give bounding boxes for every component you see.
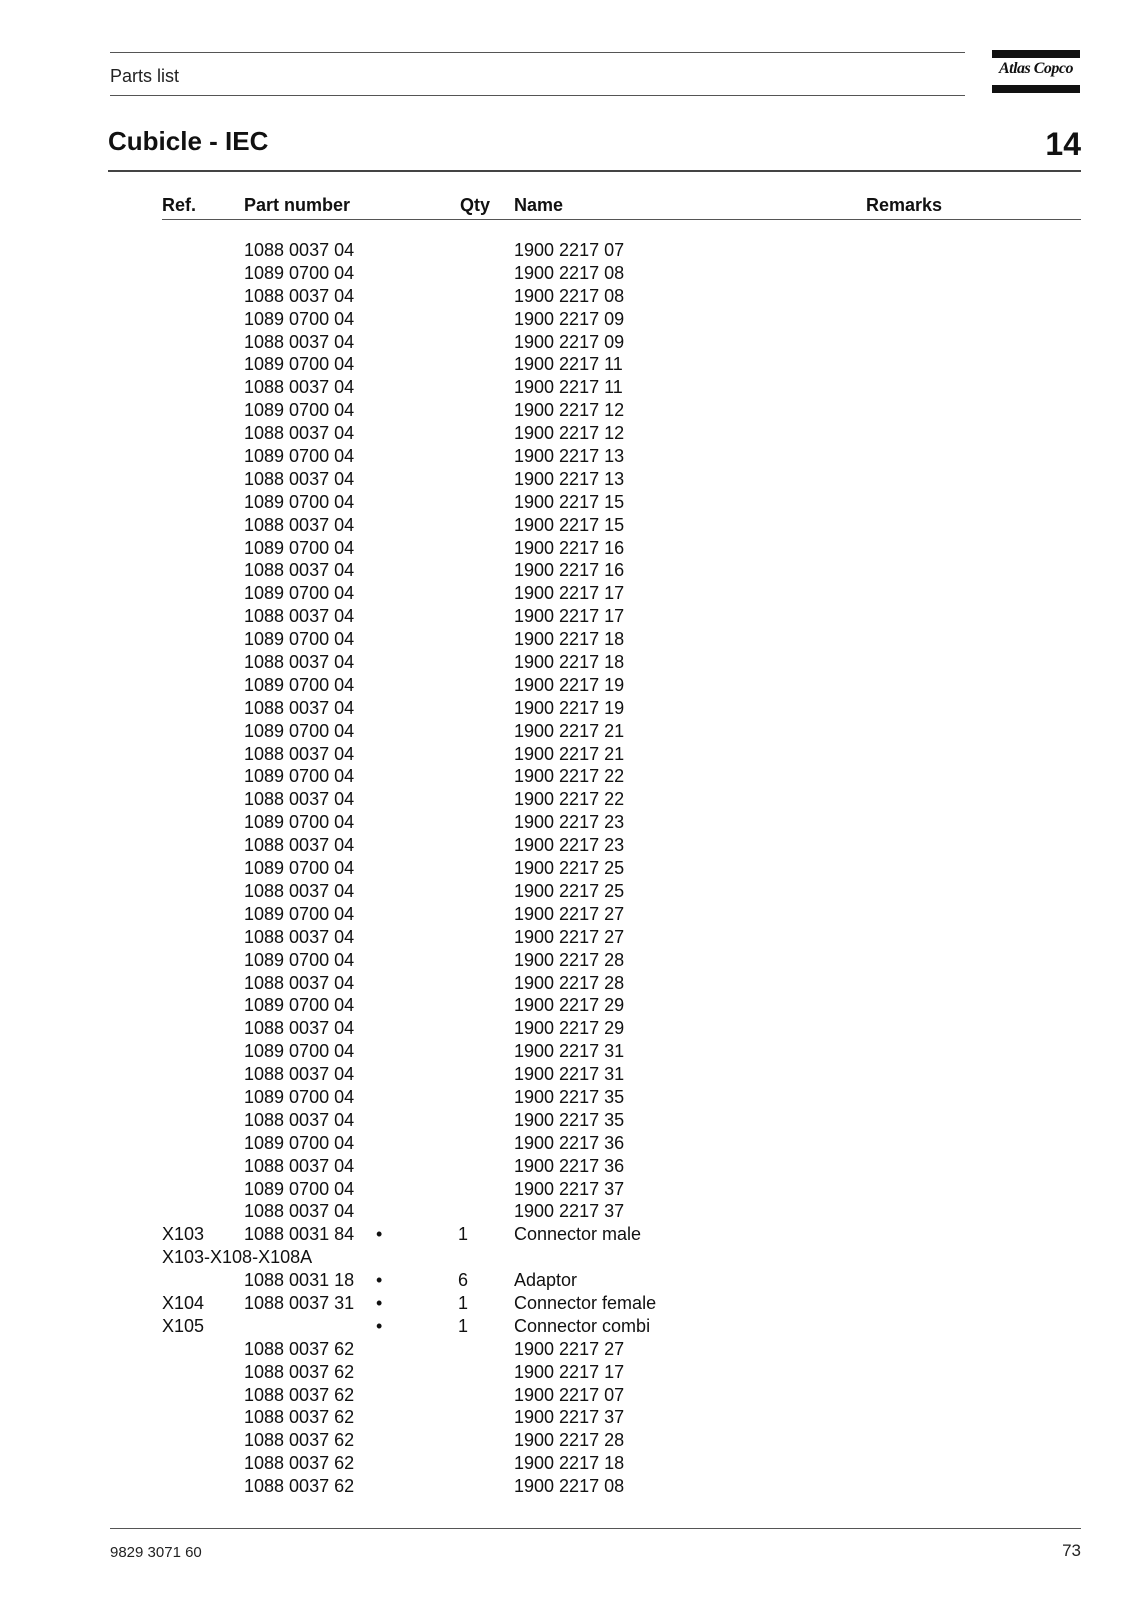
table-row: [0, 674, 1131, 697]
name-cell: 1900 2217 37: [514, 1178, 625, 1199]
part-number-cell: 1089 0700 04: [244, 308, 355, 329]
table-row: [0, 376, 1131, 399]
table-row: [0, 331, 1131, 354]
table-header-rule: [162, 219, 1081, 220]
table-row: [0, 1475, 1131, 1498]
name-cell: 1900 2217 29: [514, 995, 625, 1016]
column-header-name: Name: [514, 195, 564, 215]
name-cell: 1900 2217 17: [514, 1361, 625, 1382]
part-number-cell: 1089 0700 04: [244, 766, 355, 787]
name-cell: Adaptor: [514, 1270, 578, 1291]
part-number-cell: 1088 0037 04: [244, 697, 355, 718]
table-row: [0, 994, 1131, 1017]
part-number-cell: 1089 0700 04: [244, 1041, 355, 1062]
name-cell: 1900 2217 37: [514, 1201, 625, 1222]
name-cell: 1900 2217 37: [514, 1407, 625, 1428]
logo-top-bar: [992, 50, 1080, 58]
table-row: [0, 1109, 1131, 1132]
part-number-cell: 1089 0700 04: [244, 1178, 355, 1199]
table-row: [0, 926, 1131, 949]
table-row: [0, 788, 1131, 811]
table-row: [0, 1200, 1131, 1223]
part-number-cell: 1088 0031 18: [244, 1270, 355, 1291]
section-number: 14: [1045, 126, 1081, 162]
name-cell: 1900 2217 11: [514, 377, 623, 398]
name-cell: Connector female: [514, 1292, 657, 1313]
name-cell: 1900 2217 08: [514, 285, 625, 306]
ref-cell: X104: [162, 1292, 205, 1313]
qty-cell: 6: [458, 1270, 469, 1291]
table-row: [0, 857, 1131, 880]
table-row: [0, 582, 1131, 605]
table-row: [0, 605, 1131, 628]
logo-text: Atlas Copco: [998, 60, 1074, 77]
part-number-cell: 1088 0037 04: [244, 1109, 355, 1130]
bullet-marker: •: [376, 1292, 383, 1313]
name-cell: 1900 2217 35: [514, 1109, 625, 1130]
logo-bottom-bar: [992, 85, 1080, 93]
name-cell: 1900 2217 22: [514, 789, 625, 810]
part-number-cell: 1088 0037 04: [244, 1064, 355, 1085]
part-number-cell: 1089 0700 04: [244, 674, 355, 695]
table-row: [0, 1429, 1131, 1452]
name-cell: 1900 2217 15: [514, 514, 625, 535]
document-number: 9829 3071 60: [110, 1544, 202, 1561]
qty-cell: 1: [458, 1315, 469, 1336]
part-number-cell: 1089 0700 04: [244, 629, 355, 650]
part-number-cell: 1089 0700 04: [244, 400, 355, 421]
name-cell: 1900 2217 11: [514, 354, 623, 375]
table-row: [0, 1040, 1131, 1063]
part-number-cell: 1088 0037 62: [244, 1384, 355, 1405]
header-top-rule: [110, 52, 965, 53]
table-row: [0, 903, 1131, 926]
name-cell: 1900 2217 29: [514, 1018, 625, 1039]
name-cell: 1900 2217 36: [514, 1155, 625, 1176]
name-cell: 1900 2217 12: [514, 423, 625, 444]
table-row: [0, 765, 1131, 788]
part-number-cell: 1088 0037 04: [244, 606, 355, 627]
table-row: [0, 285, 1131, 308]
name-cell: 1900 2217 07: [514, 240, 625, 260]
part-number-cell: 1088 0037 04: [244, 514, 355, 535]
part-number-cell: 1088 0037 31: [244, 1292, 355, 1313]
qty-cell: 1: [458, 1292, 469, 1313]
table-row: [0, 445, 1131, 468]
name-cell: 1900 2217 19: [514, 674, 625, 695]
table-row: [0, 308, 1131, 331]
table-row: [0, 1246, 1131, 1269]
part-number-cell: 1088 0037 62: [244, 1361, 355, 1382]
part-number-cell: 1089 0700 04: [244, 354, 355, 375]
table-row: [0, 1086, 1131, 1109]
name-cell: 1900 2217 07: [514, 1384, 625, 1405]
part-number-cell: 1088 0037 62: [244, 1338, 355, 1359]
part-number-cell: 1088 0037 04: [244, 423, 355, 444]
part-number-cell: 1089 0700 04: [244, 1132, 355, 1153]
part-number-cell: 1088 0037 04: [244, 789, 355, 810]
part-number-cell: 1088 0037 62: [244, 1453, 355, 1474]
name-cell: Connector combi: [514, 1315, 651, 1336]
part-number-cell: 1088 0037 04: [244, 926, 355, 947]
name-cell: 1900 2217 27: [514, 1338, 625, 1359]
part-number-cell: 1088 0037 04: [244, 1018, 355, 1039]
name-cell: 1900 2217 09: [514, 308, 625, 329]
column-header-qty: Qty: [460, 195, 491, 215]
table-row: [0, 743, 1131, 766]
part-number-cell: 1089 0700 04: [244, 446, 355, 467]
part-number-cell: 1089 0700 04: [244, 949, 355, 970]
header-bottom-rule: [110, 95, 965, 96]
table-row: [0, 1269, 1131, 1292]
name-cell: 1900 2217 23: [514, 835, 625, 856]
table-row: [0, 537, 1131, 560]
table-row: [0, 262, 1131, 285]
name-cell: 1900 2217 21: [514, 720, 625, 741]
qty-cell: 1: [458, 1224, 469, 1245]
ref-cell: X103: [162, 1224, 205, 1245]
atlas-copco-logo: [992, 50, 1080, 93]
name-cell: 1900 2217 13: [514, 468, 625, 489]
part-number-cell: 1088 0037 04: [244, 285, 355, 306]
name-cell: 1900 2217 09: [514, 331, 625, 352]
part-number-cell: 1088 0037 62: [244, 1407, 355, 1428]
part-number-cell: 1088 0037 04: [244, 652, 355, 673]
table-row: [0, 1338, 1131, 1361]
part-number-cell: 1089 0700 04: [244, 812, 355, 833]
name-cell: 1900 2217 27: [514, 926, 625, 947]
table-row: [0, 972, 1131, 995]
name-cell: 1900 2217 08: [514, 262, 625, 283]
table-row: [0, 1017, 1131, 1040]
name-cell: 1900 2217 21: [514, 743, 625, 764]
part-number-cell: 1088 0031 84: [244, 1224, 355, 1245]
table-row: [0, 880, 1131, 903]
name-cell: 1900 2217 12: [514, 400, 625, 421]
name-cell: 1900 2217 16: [514, 560, 625, 581]
name-cell: 1900 2217 25: [514, 858, 625, 879]
part-number-cell: 1089 0700 04: [244, 995, 355, 1016]
name-cell: 1900 2217 28: [514, 949, 625, 970]
part-number-cell: 1089 0700 04: [244, 903, 355, 924]
name-cell: 1900 2217 35: [514, 1086, 625, 1107]
table-row: [0, 1452, 1131, 1475]
parts-table-body: [0, 239, 1131, 1498]
table-row: [0, 1315, 1131, 1338]
bullet-marker: •: [376, 1315, 383, 1336]
bullet-marker: •: [376, 1224, 383, 1245]
table-row: [0, 1406, 1131, 1429]
page-number: 73: [1062, 1541, 1081, 1560]
part-number-cell: 1089 0700 04: [244, 537, 355, 558]
table-row: [0, 514, 1131, 537]
part-number-cell: 1088 0037 04: [244, 1201, 355, 1222]
name-cell: 1900 2217 08: [514, 1476, 625, 1497]
table-row: [0, 468, 1131, 491]
table-row: [0, 1223, 1131, 1246]
table-row: [0, 1178, 1131, 1201]
part-number-cell: 1088 0037 04: [244, 560, 355, 581]
footer-rule: [110, 1528, 1081, 1529]
name-cell: 1900 2217 16: [514, 537, 625, 558]
name-cell: 1900 2217 17: [514, 606, 625, 627]
table-row: [0, 1155, 1131, 1178]
part-number-cell: 1089 0700 04: [244, 1086, 355, 1107]
name-cell: 1900 2217 23: [514, 812, 625, 833]
part-number-cell: 1088 0037 04: [244, 835, 355, 856]
table-row: [0, 1132, 1131, 1155]
part-number-cell: 1088 0037 04: [244, 331, 355, 352]
part-number-cell: 1088 0037 04: [244, 880, 355, 901]
name-cell: 1900 2217 13: [514, 446, 625, 467]
part-number-cell: 1088 0037 04: [244, 1155, 355, 1176]
ref-cell: X103-X108-X108A: [162, 1247, 313, 1268]
name-cell: 1900 2217 18: [514, 629, 625, 650]
name-cell: 1900 2217 27: [514, 903, 625, 924]
table-row: [0, 491, 1131, 514]
name-cell: 1900 2217 31: [514, 1064, 625, 1085]
table-row: [0, 1292, 1131, 1315]
title-rule: [108, 170, 1081, 172]
column-header-ref: Ref.: [162, 195, 197, 215]
table-row: [0, 422, 1131, 445]
table-row: [0, 1384, 1131, 1407]
table-row: [0, 720, 1131, 743]
table-row: [0, 811, 1131, 834]
part-number-cell: 1089 0700 04: [244, 720, 355, 741]
part-number-cell: 1088 0037 62: [244, 1430, 355, 1451]
part-number-cell: 1088 0037 04: [244, 468, 355, 489]
part-number-cell: 1089 0700 04: [244, 262, 355, 283]
part-number-cell: 1089 0700 04: [244, 858, 355, 879]
table-row: [0, 399, 1131, 422]
name-cell: 1900 2217 19: [514, 697, 625, 718]
part-number-cell: 1088 0037 04: [244, 377, 355, 398]
name-cell: 1900 2217 18: [514, 1453, 625, 1474]
ref-cell: X105: [162, 1315, 205, 1336]
name-cell: 1900 2217 15: [514, 491, 625, 512]
table-row: [0, 1361, 1131, 1384]
part-number-cell: 1088 0037 04: [244, 972, 355, 993]
name-cell: 1900 2217 36: [514, 1132, 625, 1153]
column-header-remarks: Remarks: [866, 195, 943, 215]
column-header-part-number: Part number: [244, 195, 351, 215]
table-row: [0, 239, 1131, 262]
name-cell: 1900 2217 17: [514, 583, 625, 604]
table-row: [0, 1063, 1131, 1086]
table-row: [0, 353, 1131, 376]
name-cell: 1900 2217 18: [514, 652, 625, 673]
table-row: [0, 834, 1131, 857]
bullet-marker: •: [376, 1270, 383, 1291]
part-number-cell: 1089 0700 04: [244, 491, 355, 512]
part-number-cell: 1089 0700 04: [244, 583, 355, 604]
name-cell: 1900 2217 22: [514, 766, 625, 787]
table-row: [0, 697, 1131, 720]
table-row: [0, 949, 1131, 972]
name-cell: 1900 2217 25: [514, 880, 625, 901]
table-row: [0, 628, 1131, 651]
part-number-cell: 1088 0037 04: [244, 743, 355, 764]
part-number-cell: 1088 0037 62: [244, 1476, 355, 1497]
name-cell: Connector male: [514, 1224, 642, 1245]
name-cell: 1900 2217 28: [514, 972, 625, 993]
table-row: [0, 559, 1131, 582]
header-section-label: Parts list: [110, 66, 180, 86]
name-cell: 1900 2217 28: [514, 1430, 625, 1451]
table-row: [0, 651, 1131, 674]
page-title: Cubicle - IEC: [108, 126, 269, 156]
name-cell: 1900 2217 31: [514, 1041, 625, 1062]
part-number-cell: 1088 0037 04: [244, 240, 355, 260]
